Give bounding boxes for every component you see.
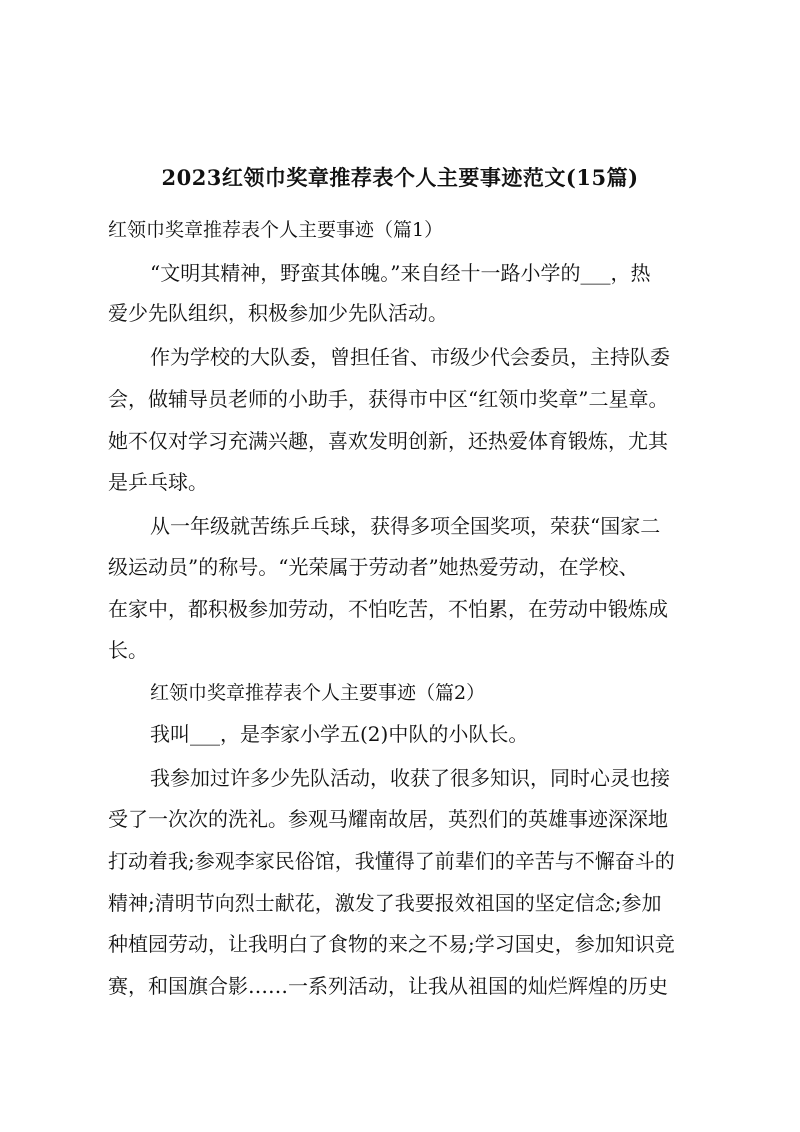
paragraph-line: 是乒乓球。 [108, 470, 208, 494]
paragraph-line: “文明其精神，野蛮其体魄。”来自经十一路小学的___，热 [150, 261, 651, 285]
section-heading-1: 红领巾奖章推荐表个人主要事迹（篇1） [108, 219, 444, 241]
paragraph-line: 长。 [108, 638, 148, 662]
section-heading-2: 红领巾奖章推荐表个人主要事迹（篇2） [150, 682, 486, 704]
paragraph-line: 从一年级就苦练乒乓球，获得多项全国奖项，荣获“国家二 [150, 514, 661, 538]
paragraph-line: 她不仅对学习充满兴趣，喜欢发明创新，还热爱体育锻炼，尤其 [108, 429, 668, 453]
paragraph-line: 受了一次次的洗礼。参观马耀南故居，英烈们的英雄事迹深深地 [108, 807, 668, 831]
paragraph-line: 精神;清明节向烈士献花，激发了我要报效祖国的坚定信念;参加 [108, 891, 662, 915]
paragraph-line: 我叫___，是李家小学五(2)中队的小队长。 [150, 722, 529, 746]
paragraph-line: 种植园劳动，让我明白了食物的来之不易;学习国史，参加知识竞 [108, 932, 675, 956]
paragraph-line: 级运动员”的称号。“光荣属于劳动者”她热爱劳动，在学校、 [108, 555, 639, 579]
paragraph-line: 赛，和国旗合影……一系列活动，让我从祖国的灿烂辉煌的历史 [108, 974, 668, 998]
paragraph-line: 在家中，都积极参加劳动，不怕吃苦，不怕累，在劳动中锻炼成 [108, 597, 668, 621]
document-title: 2023红领巾奖章推荐表个人主要事迹范文(15篇) [161, 165, 639, 190]
paragraph-line: 爱少先队组织，积极参加少先队活动。 [108, 301, 448, 325]
paragraph-line: 会，做辅导员老师的小助手，获得市中区“红领巾奖章”二星章。 [108, 387, 669, 411]
paragraph-line: 打动着我;参观李家民俗馆，我懂得了前辈们的辛苦与不懈奋斗的 [108, 849, 675, 873]
paragraph-line: 我参加过许多少先队活动，收获了很多知识，同时心灵也接 [150, 766, 670, 790]
paragraph-line: 作为学校的大队委，曾担任省、市级少代会委员，主持队委 [150, 345, 670, 369]
